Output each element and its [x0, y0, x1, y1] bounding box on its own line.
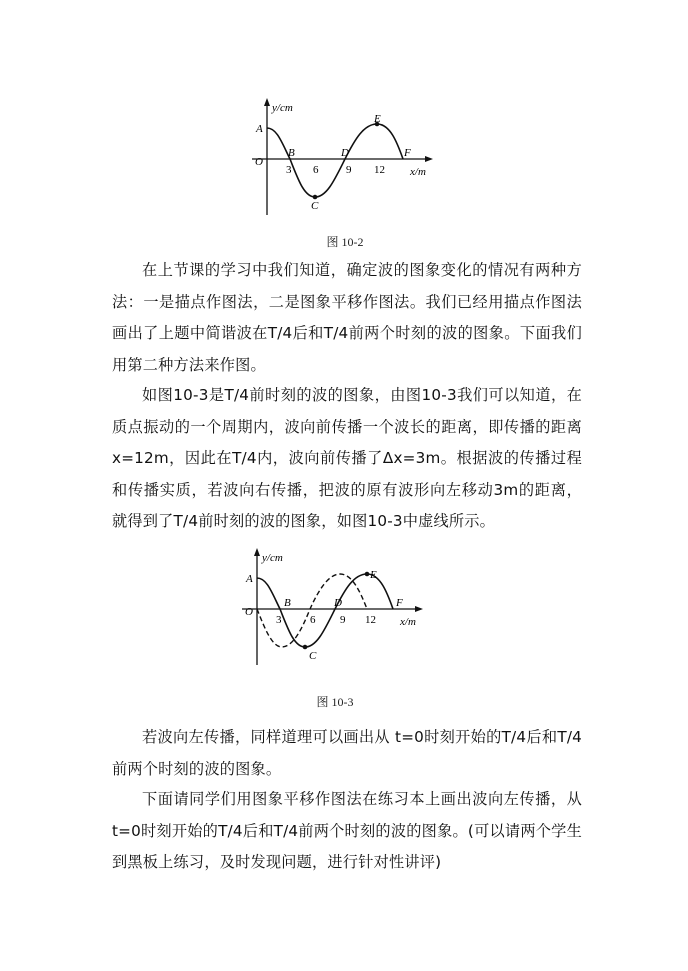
figure-10-2	[250, 95, 440, 220]
tick-label: 6	[310, 614, 316, 626]
y-axis-label: y/cm	[272, 102, 293, 114]
figure-caption: 图 10-2	[326, 235, 364, 249]
x-axis-label: x/m	[410, 166, 426, 178]
tick-label: 3	[276, 614, 282, 626]
point-label-b: B	[284, 597, 291, 609]
point-label-c: C	[311, 200, 319, 212]
tick-label: 12	[374, 164, 385, 176]
point-label-a: A	[256, 123, 263, 135]
tick-label: 12	[365, 614, 376, 626]
tick-label: 6	[313, 164, 319, 176]
y-axis-label: y/cm	[262, 552, 283, 564]
tick-label: 9	[346, 164, 352, 176]
point-label-f: F	[396, 597, 403, 609]
paragraph: 若波向左传播，同样道理可以画出从 t=0时刻开始的T/4后和T/4前两个时刻的波的图象。	[112, 728, 582, 778]
point-label-e: E	[374, 113, 381, 125]
x-axis-label: x/m	[400, 616, 416, 628]
figure-caption: 图 10-3	[316, 695, 354, 709]
point-label-c: C	[309, 650, 317, 662]
point-label-d: D	[341, 147, 349, 159]
tick-label: 3	[286, 164, 292, 176]
point-label-d: D	[334, 597, 342, 609]
origin-label: O	[245, 606, 253, 618]
point-label-b: B	[288, 147, 295, 159]
paragraph: 下面请同学们用图象平移作图法在练习本上画出波向左传播，从 t=0时刻开始的T/4后和T/4前两个时刻的波的图象。(可以请两个学生到黑板上练习，及时发现问题，进行针对性讲评)	[112, 790, 582, 871]
paragraph: 在上节课的学习中我们知道，确定波的图象变化的情况有两种方法：一是描点作图法，二是图象平移作图法。我们已经用描点作图法画出了上题中简谐波在T/4后和T/4前两个时刻的波的图象。下面我们用第二种方法来作图。	[112, 261, 582, 374]
point-label-a: A	[246, 573, 253, 585]
figure-10-3	[240, 545, 430, 670]
origin-label: O	[255, 156, 263, 168]
tick-label: 9	[340, 614, 346, 626]
point-label-f: F	[404, 147, 411, 159]
paragraph: 如图10-3是T/4前时刻的波的图象，由图10-3我们可以知道，在质点振动的一个周期内，波向前传播一个波长的距离，即传播的距离x=12m，因此在T/4内，波向前传播了Δx=3m。根据波的传播过程和传播实质，若波向右传播，把波的原有波形向左移动3m的距离，就得到了T/4前时刻的波的图象，如图10-3中虚线所示。	[112, 386, 582, 530]
point-label-e: E	[370, 569, 377, 581]
